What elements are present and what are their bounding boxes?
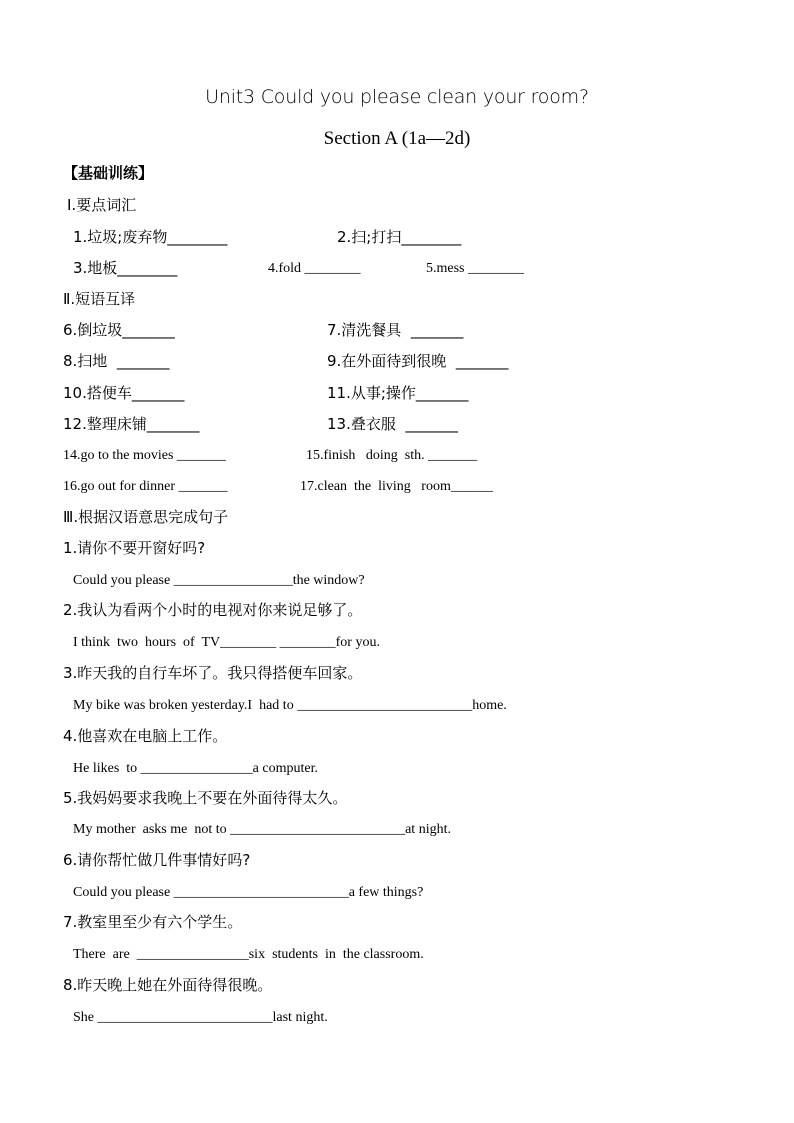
vocab-item-4: 4.fold ________: [268, 261, 361, 276]
phrase-item-12: 12.整理床铺_______: [63, 415, 200, 433]
phrase-item-15: 15.finish doing sth. _______: [306, 448, 478, 463]
sentence-3-english: My bike was broken yesterday.I had to _________________________home.: [73, 698, 507, 713]
sentence-5-chinese: 5.我妈妈要求我晚上不要在外面待得太久。: [63, 789, 348, 807]
sentence-7-english: There are ________________six students in the classroom.: [73, 947, 424, 962]
vocab-item-5: 5.mess ________: [426, 261, 524, 276]
phrase-item-8: 8.扫地 _______: [63, 352, 170, 370]
vocab-item-1: 1.垃圾;废弃物________: [73, 228, 228, 246]
sentence-6-english: Could you please _________________________a few things?: [73, 885, 424, 900]
vocab-item-3: 3.地板________: [73, 259, 178, 277]
vocab-item-2: 2.扫;打扫________: [337, 228, 462, 246]
phrase-item-13: 13.叠衣服 _______: [327, 415, 458, 433]
sentence-2-chinese: 2.我认为看两个小时的电视对你来说足够了。: [63, 601, 363, 619]
section-subtitle: Section A (1a—2d): [323, 128, 471, 149]
sentence-5-english: My mother asks me not to _________________________at night.: [73, 822, 451, 837]
sentence-2-english: I think two hours of TV________ ________for you.: [73, 635, 380, 650]
phrase-item-10: 10.搭便车_______: [63, 384, 185, 402]
sentence-1-english: Could you please _________________the window?: [73, 573, 365, 588]
sentence-3-chinese: 3.昨天我的自行车坏了。我只得搭便车回家。: [63, 664, 363, 682]
part2-heading: Ⅱ.短语互译: [63, 290, 136, 308]
phrase-item-9: 9.在外面待到很晚 _______: [327, 352, 509, 370]
part1-heading: Ⅰ.要点词汇: [67, 196, 137, 214]
phrase-item-17: 17.clean the living room______: [300, 479, 493, 494]
phrase-item-16: 16.go out for dinner _______: [63, 479, 228, 494]
sentence-8-english: She _________________________last night.: [73, 1010, 328, 1025]
sentence-7-chinese: 7.教室里至少有六个学生。: [63, 913, 243, 931]
worksheet-title: Unit3 Could you please clean your room?: [205, 86, 589, 108]
sentence-8-chinese: 8.昨天晚上她在外面待得很晚。: [63, 976, 273, 994]
phrase-item-6: 6.倒垃圾_______: [63, 321, 175, 339]
part3-heading: Ⅲ.根据汉语意思完成句子: [63, 508, 229, 526]
basic-training-heading: 【基础训练】: [63, 164, 154, 182]
phrase-item-14: 14.go to the movies _______: [63, 448, 226, 463]
sentence-6-chinese: 6.请你帮忙做几件事情好吗?: [63, 851, 251, 869]
phrase-item-11: 11.从事;操作_______: [327, 384, 469, 402]
sentence-4-english: He likes to ________________a computer.: [73, 761, 318, 776]
sentence-4-chinese: 4.他喜欢在电脑上工作。: [63, 727, 228, 745]
sentence-1-chinese: 1.请你不要开窗好吗?: [63, 539, 206, 557]
phrase-item-7: 7.清洗餐具 _______: [327, 321, 464, 339]
